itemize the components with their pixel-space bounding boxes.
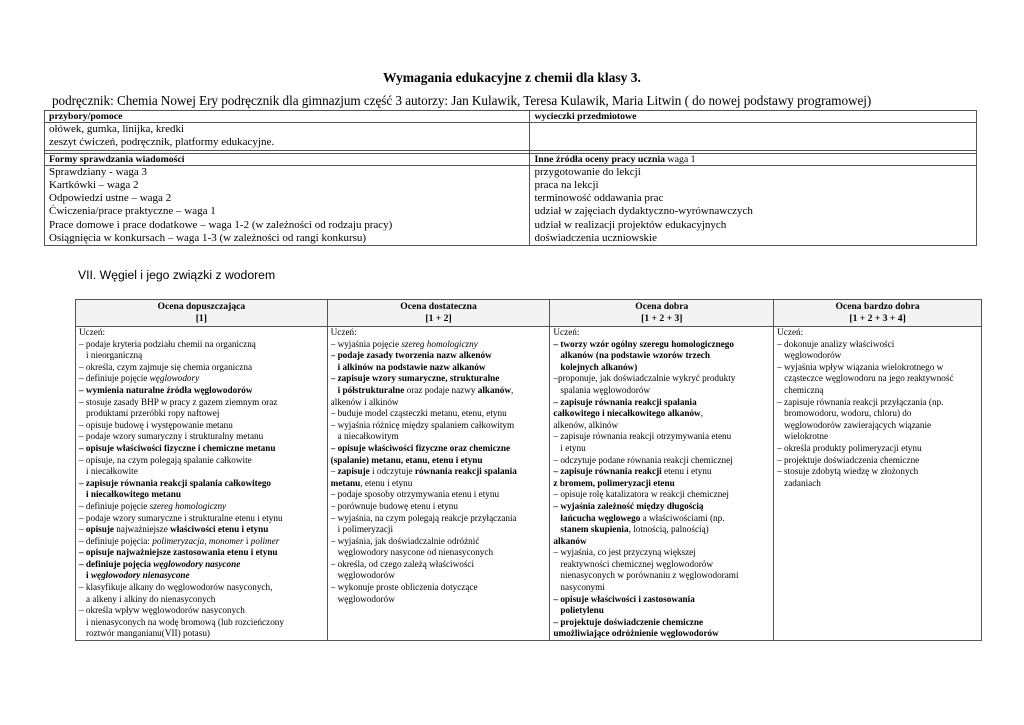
section-title: VII. Węgiel i jego związki z wodorem <box>78 268 276 282</box>
requirement-text: – buduje model cząsteczki metanu, etenu, etynu <box>330 408 507 419</box>
requirement-line <box>553 431 770 443</box>
requirement-text: – opisuje właściwości fizyczne i chemiczne metanu <box>79 442 276 453</box>
requirement-text: – określa wpływ węglowodorów nasyconych <box>79 605 245 616</box>
requirement-line <box>553 455 770 467</box>
requirement-text: polimer <box>250 535 280 546</box>
grades-header-row <box>76 300 982 327</box>
requirement-text: i etynu <box>560 442 586 453</box>
trips-cell <box>530 123 977 151</box>
requirement-text: – określa produkty polimeryzacji etynu <box>777 442 922 453</box>
requirement-line <box>79 420 324 432</box>
requirement-line <box>79 489 324 501</box>
requirement-line <box>777 420 978 432</box>
requirement-text: węglowodorów zawierających wiązanie <box>784 419 932 430</box>
requirement-line <box>553 466 770 478</box>
requirement-text: i alkinów na podstawie nazw alkanów <box>337 361 486 372</box>
requirement-text: – wymienia naturalne źródła węglowodorów <box>79 384 253 395</box>
requirement-line <box>79 524 324 536</box>
requirement-text: – zapisuje równania reakcji <box>553 466 662 477</box>
requirement-line <box>79 455 324 467</box>
requirement-text: – opisuje właściwości i zastosowania <box>553 593 695 604</box>
requirement-text: Uczeń: <box>553 327 580 337</box>
grade-header-4 <box>774 300 982 327</box>
requirement-line <box>777 373 978 385</box>
requirement-line <box>331 570 547 582</box>
requirement-line <box>331 397 547 409</box>
trips-header: wycieczki przedmiotowe <box>530 111 977 123</box>
requirement-text: cząsteczce węglowodoru na jego reaktywność <box>784 373 954 384</box>
sources-line: przygotowanie do lekcji <box>534 165 641 178</box>
requirement-text: – podaje zasady tworzenia nazw alkenów <box>330 350 492 361</box>
requirement-text: najważniejsze <box>113 524 171 535</box>
requirement-text: łańcucha węglowego <box>560 512 641 523</box>
info-table <box>44 110 977 246</box>
requirement-text: polietylenu <box>560 605 604 616</box>
requirement-text: reaktywności chemicznej węglowodorów <box>560 558 713 569</box>
requirement-line <box>553 628 770 640</box>
requirement-text: – podaje wzory sumaryczne i strukturalne etenu i etynu <box>79 512 283 523</box>
grade-range: [1 + 2 + 3 + 4] <box>849 313 906 324</box>
requirement-line <box>553 559 770 571</box>
requirement-line <box>79 327 324 339</box>
requirement-line <box>553 582 770 594</box>
requirement-line <box>331 455 547 467</box>
requirement-line <box>777 397 978 409</box>
requirement-line <box>331 501 547 513</box>
requirement-line <box>331 362 547 374</box>
requirement-text: – zapisuje równania reakcji spalania <box>553 396 697 407</box>
requirement-line <box>553 478 770 490</box>
requirement-line <box>777 339 978 351</box>
requirement-line <box>553 327 770 339</box>
requirement-text: – opisuje właściwości fizyczne oraz chemiczne <box>330 442 511 453</box>
requirement-text: – definiuje pojęcie <box>79 373 150 384</box>
requirement-text: i polimeryzacji <box>337 524 394 535</box>
grade-name: Ocena dostateczna <box>400 301 477 312</box>
requirement-line <box>79 431 324 443</box>
grade-name: Ocena dopuszczająca <box>157 301 246 312</box>
requirement-text: węglowodory nienasycone <box>90 570 190 581</box>
requirement-text: wielokrotne <box>784 431 829 442</box>
sources-line: doświadczenia uczniowskie <box>534 232 657 245</box>
requirement-text: , lotnością, palnością) <box>628 524 709 535</box>
assessment-row <box>45 165 977 246</box>
requirement-text: a alkeny i alkiny do nienasyconych <box>86 593 216 604</box>
info-header-row <box>45 111 977 123</box>
requirement-text: węglowodorów <box>337 593 395 604</box>
requirement-text: , <box>700 408 703 419</box>
requirement-line <box>79 617 324 629</box>
requirement-text: (spalanie) metanu, etanu, etenu i etynu <box>330 454 483 465</box>
grade-name: Ocena dobra <box>635 301 689 312</box>
requirement-line <box>79 339 324 351</box>
requirement-text: i <box>86 570 91 581</box>
requirement-text: – wyjaśnia wpływ wiązania wielokrotnego w <box>777 361 944 372</box>
requirement-text: alkenów i alkinów <box>330 396 399 407</box>
requirement-text: węglowodory nasycone od nienasyconych <box>337 547 494 558</box>
tools-header: przybory/pomoce <box>45 111 530 123</box>
requirement-line <box>79 501 324 513</box>
requirement-text: roztwór manganianu(VII) potasu) <box>86 628 210 639</box>
requirement-line <box>331 489 547 501</box>
requirement-text: alkanów <box>477 384 511 395</box>
requirement-line <box>777 455 978 467</box>
requirement-line <box>331 536 547 548</box>
requirement-text: – wyjaśnia zależność między długością <box>553 500 704 511</box>
requirement-line <box>79 594 324 606</box>
grade-range: [1 + 2] <box>425 313 452 324</box>
requirement-text: –proponuje, jak doświadczalnie wykryć produkty <box>553 373 736 384</box>
requirement-text: – definiuje pojęcia: <box>79 535 153 546</box>
requirement-line <box>553 373 770 385</box>
requirement-line <box>777 362 978 374</box>
requirement-text: zapisuje <box>337 466 370 477</box>
requirement-text: nasyconymi <box>560 582 605 593</box>
textbook-info: podręcznik: Chemia Nowej Ery podręcznik dla gimnazjum część 3 autorzy: Jan Kulawik, Teresa Kulawik, Maria Litwin ( do nowej podstawy programowej) <box>52 93 872 108</box>
requirement-line <box>331 408 547 420</box>
requirement-line <box>331 594 547 606</box>
requirement-line <box>553 339 770 351</box>
requirement-line <box>553 443 770 455</box>
grade-header-2 <box>327 300 550 327</box>
grade-requirements-2 <box>327 327 550 641</box>
requirement-text: alkanów (na podstawie wzorów trzech <box>560 350 710 361</box>
requirement-line <box>777 431 978 443</box>
requirement-text: i odczytuje <box>369 466 415 477</box>
grade-header-1 <box>76 300 328 327</box>
requirement-text: węglowodorów <box>784 350 842 361</box>
requirement-line <box>553 594 770 606</box>
forms-line: Kartkówki – waga 2 <box>49 178 139 191</box>
forms-line: Ćwiczenia/prace praktyczne – waga 1 <box>49 205 216 218</box>
requirement-line <box>553 524 770 536</box>
forms-header: Formy sprawdzania wiadomości <box>45 153 530 165</box>
requirement-line <box>79 547 324 559</box>
requirement-line <box>79 385 324 397</box>
forms-line: Sprawdziany - waga 3 <box>49 165 148 178</box>
requirement-line <box>79 628 324 640</box>
requirement-text: umożliwiające odróżnienie węglowodorów <box>553 628 719 639</box>
forms-line: Prace domowe i prace dodatkowe – waga 1-2 (w zależności od rodzaju pracy) <box>49 218 393 231</box>
requirement-text: węglowodory <box>149 373 200 384</box>
requirement-text: – porównuje budowę etenu i etynu <box>330 500 458 511</box>
requirement-text: z bromem, polimeryzacji etenu <box>553 477 675 488</box>
requirement-text: – opisuje rolę katalizatora w reakcji chemicznej <box>553 489 729 500</box>
sources-header-label: Inne źródła oceny pracy ucznia <box>534 153 666 165</box>
requirement-text: , <box>204 535 209 546</box>
requirement-text: – opisuje budowę i występowanie metanu <box>79 419 233 430</box>
sources-line: udział w zajęciach dydaktyczno-wyrównawczych <box>534 205 753 218</box>
requirement-text: stanem skupienia <box>560 524 629 535</box>
grades-table <box>75 299 982 641</box>
grade-requirements-3 <box>550 327 774 641</box>
sources-line: terminowość oddawania prac <box>534 192 664 205</box>
requirement-line <box>553 385 770 397</box>
requirement-line <box>777 350 978 362</box>
requirement-line <box>553 350 770 362</box>
requirement-line <box>331 327 547 339</box>
requirement-text: – <box>79 524 86 535</box>
requirement-text: produktami przeróbki ropy naftowej <box>86 408 220 419</box>
requirement-line <box>777 478 978 490</box>
requirement-text: – dokonuje analizy właściwości <box>777 338 895 349</box>
requirement-line <box>553 513 770 525</box>
grade-requirements-1 <box>76 327 328 641</box>
requirement-line <box>553 547 770 559</box>
requirement-line <box>331 547 547 559</box>
requirement-text: , etenu i etynu <box>360 477 413 488</box>
requirement-line <box>331 478 547 490</box>
requirement-text: – wyjaśnia, na czym polegają reakcje przyłączania <box>330 512 517 523</box>
grade-range: [1] <box>195 313 207 324</box>
requirement-text: spalania węglowodorów <box>560 384 650 395</box>
requirement-text: chemiczną <box>784 384 824 395</box>
requirement-line <box>79 582 324 594</box>
requirement-text: – odczytuje podane równania reakcji chemicznej <box>553 454 733 465</box>
requirement-text: szereg homologiczny <box>149 500 227 511</box>
requirement-text: – podaje kryteria podziału chemii na organiczną <box>79 338 256 349</box>
requirement-text: – opisuje najważniejsze zastosowania etenu i etynu <box>79 547 278 558</box>
requirement-line <box>553 501 770 513</box>
requirement-text: szereg homologiczny <box>401 338 478 349</box>
sources-header <box>530 153 977 165</box>
requirement-line <box>79 466 324 478</box>
requirement-text: alkanów <box>553 535 587 546</box>
requirement-text: Uczeń: <box>79 327 106 337</box>
requirement-text: – wyjaśnia, co jest przyczyną większej <box>553 547 696 558</box>
requirement-line <box>553 362 770 374</box>
assessment-header-row <box>45 153 977 165</box>
requirement-text: – stosuje zasady BHP w pracy z gazem ziemnym oraz <box>79 396 278 407</box>
requirement-text: alkenów, alkinów <box>553 419 619 430</box>
requirement-line <box>553 420 770 432</box>
sources-line: udział w realizacji projektów edukacyjnych <box>534 218 727 231</box>
grade-requirements-4 <box>774 327 982 641</box>
grade-range: [1 + 2 + 3] <box>641 313 683 324</box>
requirement-line <box>331 513 547 525</box>
requirement-text: metanu <box>330 477 361 488</box>
requirement-line <box>79 605 324 617</box>
requirement-text: , <box>510 384 514 395</box>
requirement-line <box>79 373 324 385</box>
requirement-line <box>777 327 978 339</box>
requirement-text: opisuje <box>85 524 114 535</box>
requirement-text: kolejnych alkanów) <box>560 361 638 372</box>
requirement-line <box>553 570 770 582</box>
requirement-line <box>79 397 324 409</box>
grade-name: Ocena bardzo dobra <box>835 301 920 312</box>
requirement-line <box>331 373 547 385</box>
forms-line: Osiągnięcia w konkursach – waga 1-3 (w zależności od rangi konkursu) <box>49 232 367 245</box>
requirement-line <box>79 408 324 420</box>
requirement-line <box>777 466 978 478</box>
requirement-text: – opisuje, na czym polegają spalanie całkowite <box>79 454 252 465</box>
requirement-text: i niecałkowitego metanu <box>86 489 181 500</box>
requirement-line <box>331 420 547 432</box>
requirement-text: i nienasyconych na wodę bromową (lub rozcieńczony <box>86 616 284 627</box>
requirement-text: monomer <box>208 535 244 546</box>
requirement-text: – wyjaśnia pojęcie <box>330 338 402 349</box>
requirement-line <box>553 489 770 501</box>
requirement-text: węglowodory nasycone <box>153 558 241 569</box>
requirement-text: – definiuje pojęcie <box>79 500 150 511</box>
requirement-line <box>79 478 324 490</box>
requirement-line <box>79 350 324 362</box>
requirement-text: – <box>330 466 338 477</box>
grades-content-row <box>76 327 982 641</box>
requirement-text: bromowodoru, wodoru, chloru) do <box>784 408 912 419</box>
sources-weight: waga 1 <box>665 153 696 165</box>
requirement-text: Uczeń: <box>777 327 804 337</box>
requirement-text: węglowodorów <box>337 570 395 581</box>
tools-cell <box>45 123 530 151</box>
requirement-text: całkowitego i niecałkowitego alkanów <box>553 408 701 419</box>
requirement-text: właściwości etenu i etynu <box>170 524 269 535</box>
requirement-line <box>331 466 547 478</box>
requirement-text: i półstrukturalne <box>337 384 405 395</box>
requirement-text: a właściwościami (np. <box>640 512 725 523</box>
requirement-line <box>331 339 547 351</box>
requirement-text: i niecałkowite <box>86 466 138 477</box>
requirement-line <box>331 431 547 443</box>
requirement-line <box>553 605 770 617</box>
requirement-line <box>331 582 547 594</box>
requirement-text: – określa, czym zajmuje się chemia organiczna <box>79 361 253 372</box>
requirement-text: równania reakcji spalania <box>414 466 517 477</box>
forms-cell <box>45 165 530 246</box>
requirement-text: nienasyconych w porównaniu z węglowodorami <box>560 570 739 581</box>
requirement-line <box>331 524 547 536</box>
requirement-text: – wyjaśnia różnicę między spalaniem całkowitym <box>330 419 515 430</box>
sources-cell <box>530 165 977 246</box>
requirement-text: oraz podaje nazwy <box>404 384 478 395</box>
requirement-line <box>79 513 324 525</box>
requirement-text: – klasyfikuje alkany do węglowodorów nasyconych, <box>79 582 273 593</box>
requirement-text: – wyjaśnia, jak doświadczalnie odróżnić <box>330 535 480 546</box>
requirement-line <box>331 385 547 397</box>
requirement-text: – tworzy wzór ogólny szeregu homologicznego <box>553 338 734 349</box>
requirement-line <box>79 362 324 374</box>
requirement-text: etenu i etynu <box>661 466 712 477</box>
requirement-line <box>553 397 770 409</box>
requirement-text: – podaje sposoby otrzymywania etenu i etynu <box>330 489 500 500</box>
requirement-text: – zapisuje równania reakcji spalania całkowitego <box>79 477 272 488</box>
requirement-line <box>331 443 547 455</box>
requirement-line <box>79 443 324 455</box>
tools-row <box>45 123 977 151</box>
requirement-line <box>553 408 770 420</box>
sources-line: praca na lekcji <box>534 178 599 191</box>
requirement-text: – podaje wzory sumaryczny i strukturalny metanu <box>79 431 264 442</box>
requirement-text: – określa, od czego zależą właściwości <box>330 558 475 569</box>
requirement-line <box>777 385 978 397</box>
requirement-line <box>777 408 978 420</box>
requirement-line <box>777 443 978 455</box>
requirement-text: polimeryzacja <box>152 535 205 546</box>
requirement-line <box>331 350 547 362</box>
requirement-line <box>553 536 770 548</box>
requirement-text: – definiuje pojęcia <box>79 558 154 569</box>
requirement-line <box>553 617 770 629</box>
requirement-text: – projektuje doświadczenie chemiczne <box>553 616 704 627</box>
grade-header-3 <box>550 300 774 327</box>
requirement-text: i <box>243 535 251 546</box>
requirement-text: – wykonuje proste obliczenia dotyczące <box>330 582 478 593</box>
requirement-text: – zapisuje wzory sumaryczne, strukturalne <box>330 373 500 384</box>
forms-line: Odpowiedzi ustne – waga 2 <box>49 192 172 205</box>
requirement-line <box>79 570 324 582</box>
requirement-text: – zapisuje równania reakcji otrzymywania etenu <box>553 431 732 442</box>
requirement-text: – projektuje doświadczenia chemiczne <box>777 454 920 465</box>
requirement-text: zadaniach <box>784 477 821 488</box>
requirement-line <box>331 559 547 571</box>
requirement-line <box>79 559 324 571</box>
requirement-line <box>79 536 324 548</box>
tools-line: ołówek, gumka, linijka, kredki <box>49 123 185 135</box>
requirement-text: – zapisuje równania reakcji przyłączania (np. <box>777 396 944 407</box>
page-title: Wymagania edukacyjne z chemii dla klasy 3. <box>383 70 641 85</box>
requirement-text: – stosuje zdobytą wiedzę w złożonych <box>777 466 919 477</box>
tools-line: zeszyt ćwiczeń, podręcznik, platformy edukacyjne. <box>49 136 275 149</box>
requirement-text: Uczeń: <box>330 327 357 337</box>
requirement-text: i nieorganiczną <box>86 350 143 361</box>
requirement-text: a niecałkowitym <box>337 431 399 442</box>
